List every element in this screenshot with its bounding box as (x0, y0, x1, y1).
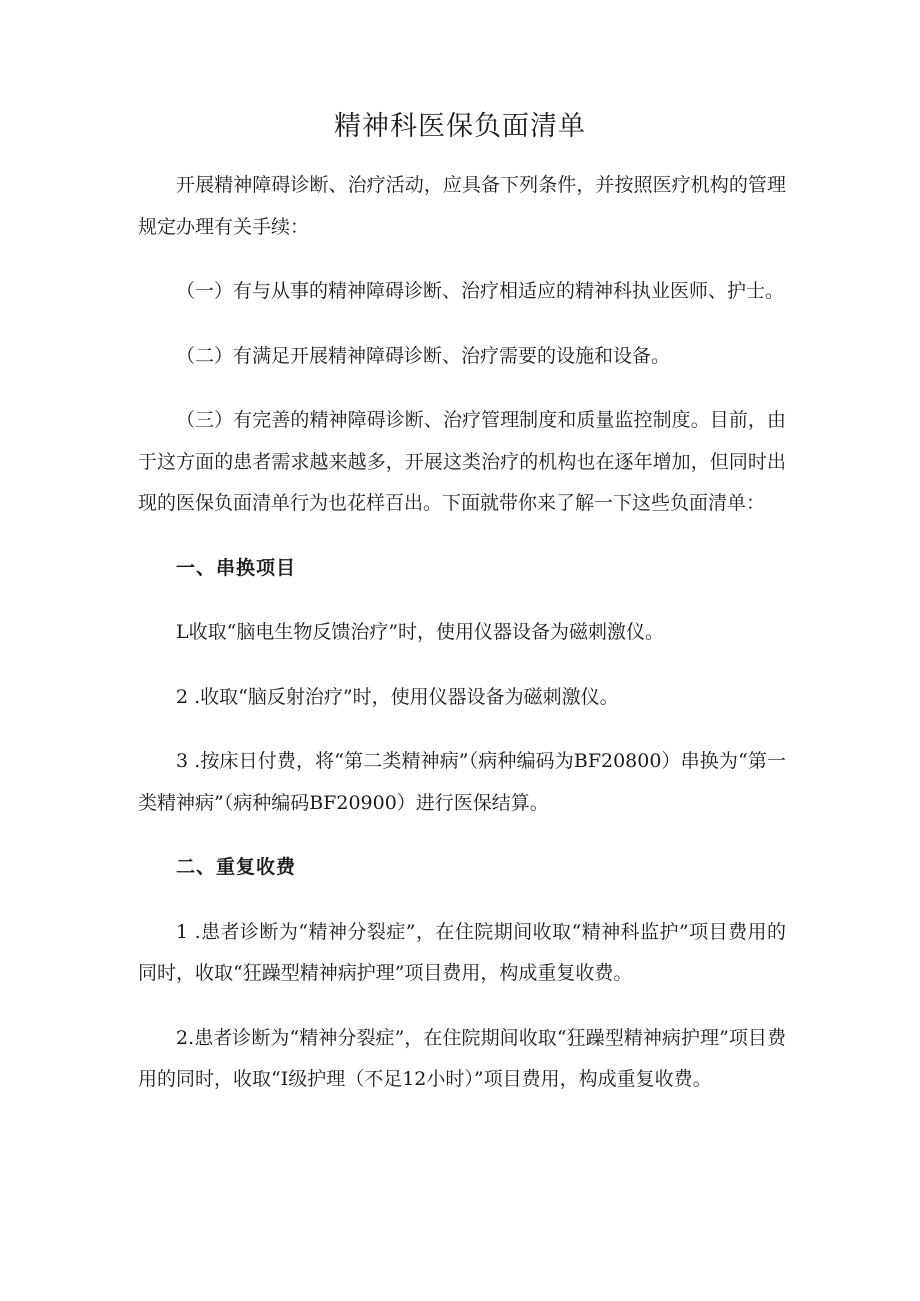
section-item: 3 .按床日付费，将“第二类精神病”（病种编码为BF20800）串换为“第一类精神病”（病种编码BF20900）进行医保结算。 (138, 750, 786, 814)
section-item: 2 .收取“脑反射治疗”时，使用仪器设备为磁刺激仪。 (176, 685, 619, 708)
document-title: 精神科医保负面清单 (334, 111, 586, 142)
section-item: L收取“脑电生物反馈治疗”时，使用仪器设备为磁刺激仪。 (176, 621, 665, 643)
condition-paragraph: （三）有完善的精神障碍诊断、治疗管理制度和质量监控制度。目前，由于这方面的患者需求越来越多，开展这类治疗的机构也在逐年增加，但同时出现的医保负面清单行为也花样百出。下面就带你来了解一下这些负面清单： (138, 409, 786, 514)
document-body (138, 165, 786, 1124)
intro-paragraph: 开展精神障碍诊断、治疗活动，应具备下列条件，并按照医疗机构的管理规定办理有关手续： (138, 174, 786, 238)
section-heading: 二、重复收费 (176, 856, 297, 878)
section-item: 1 .患者诊断为“精神分裂症”，在住院期间收取“精神科监护”项目费用的同时，收取“狂躁型精神病护理”项目费用，构成重复收费。 (138, 920, 786, 984)
section-item: 2.患者诊断为“精神分裂症”，在住院期间收取“狂躁型精神病护理”项目费用的同时，收取“I级护理（不足12小时）”项目费用，构成重复收费。 (138, 1026, 786, 1090)
condition-paragraph: （一）有与从事的精神障碍诊断、治疗相适应的精神科执业医师、护士。 (176, 280, 785, 302)
section-heading: 一、串换项目 (176, 556, 297, 579)
condition-paragraph: （二）有满足开展精神障碍诊断、治疗需要的设施和设备。 (176, 344, 671, 367)
